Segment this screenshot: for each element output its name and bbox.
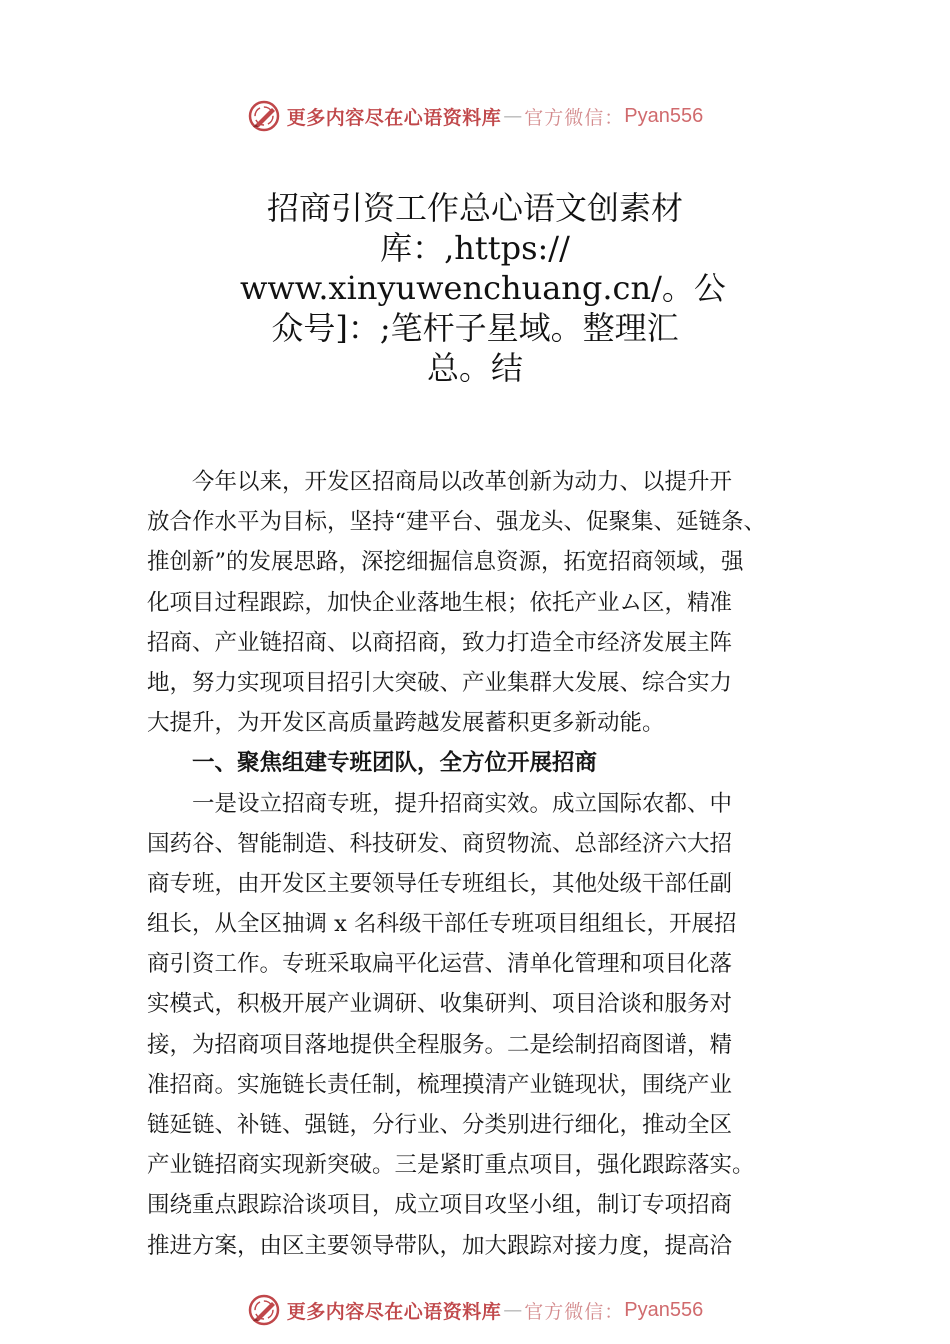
watermark-banner-bottom [0, 1290, 950, 1330]
watermark-dash: — [503, 105, 523, 127]
body-line: 链延链、补链、强链，分行业、分类别进行细化，推动全区 [147, 1112, 733, 1138]
body-line: 商引资工作。专班采取扁平化运营、清单化管理和项目化落 [147, 951, 733, 978]
watermark-text: 更多内容尽在心语资料库 [286, 1300, 502, 1323]
watermark-dash: — [503, 1299, 523, 1321]
watermark-text: 更多内容尽在心语资料库 [286, 106, 502, 129]
body-line: 国药谷、智能制造、科技研发、商贸物流、总部经济六大招 [147, 830, 733, 857]
body-line: 产业链招商实现新突破。三是紧盯重点项目，强化跟踪落实。 [147, 1152, 755, 1179]
body-line: 实模式，积极开展产业调研、收集研判、项目洽谈和服务对 [147, 991, 733, 1018]
watermark-wechat-id: Pyan556 [624, 104, 704, 127]
section-heading: 一、聚焦组建专班团队，全方位开展招商 [147, 750, 598, 777]
title-line: 总。结 [426, 349, 523, 387]
watermark-wechat-id: Pyan556 [624, 1298, 704, 1321]
title-line: 库：,https:// [380, 229, 570, 267]
body-line: 今年以来，开发区招商局以改革创新为动力、以提升开 [147, 469, 733, 495]
brand-logo-icon [247, 1293, 281, 1327]
document-title [240, 188, 726, 388]
document-body [147, 462, 807, 1266]
body-line: 化项目过程跟踪，加快企业落地生根；依托产业ム区，精准 [147, 589, 733, 616]
brand-logo-icon [247, 99, 281, 133]
watermark-wechat-label: 官方微信： [524, 1300, 625, 1323]
body-line: 推创新”的发展思路，深挖细掘信息资源，拓宽招商领域，强 [147, 549, 744, 576]
title-line: www.xinyuwenchuang.cn/。公 [240, 269, 726, 307]
watermark-wechat-label: 官方微信： [524, 106, 625, 129]
body-line: 招商、产业链招商、以商招商，致力打造全市经济发展主阵 [147, 629, 733, 656]
body-line: 地，努力实现项目招引大突破、产业集群大发展、综合实力 [147, 669, 733, 696]
body-line: 商专班，由开发区主要领导任专班组长，其他处级干部任副 [147, 870, 733, 897]
body-line: 围绕重点跟踪洽谈项目，成立项目攻坚小组，制订专项招商 [147, 1192, 733, 1219]
body-line: 组长，从全区抽调 x 名科级干部任专班项目组组长，开展招 [147, 911, 737, 938]
body-line: 推进方案，由区主要领导带队，加大跟踪对接力度，提高洽 [147, 1232, 733, 1259]
title-line: 众号]：;笔杆子星域。整理汇 [271, 309, 679, 347]
body-line: 大提升，为开发区高质量跨越发展蓄积更多新动能。 [147, 710, 665, 737]
body-line: 接，为招商项目落地提供全程服务。二是绘制招商图谱，精 [147, 1031, 733, 1058]
watermark-banner-top [0, 96, 950, 136]
body-line: 放合作水平为目标，坚持“建平台、强龙头、促聚集、延链条、 [147, 509, 767, 536]
title-line: 招商引资工作总心语文创素材 [266, 189, 683, 227]
body-line: 一是设立招商专班，提升招商实效。成立国际农都、中 [147, 790, 733, 817]
body-line: 准招商。实施链长责任制，梳理摸清产业链现状，围绕产业 [147, 1071, 733, 1098]
